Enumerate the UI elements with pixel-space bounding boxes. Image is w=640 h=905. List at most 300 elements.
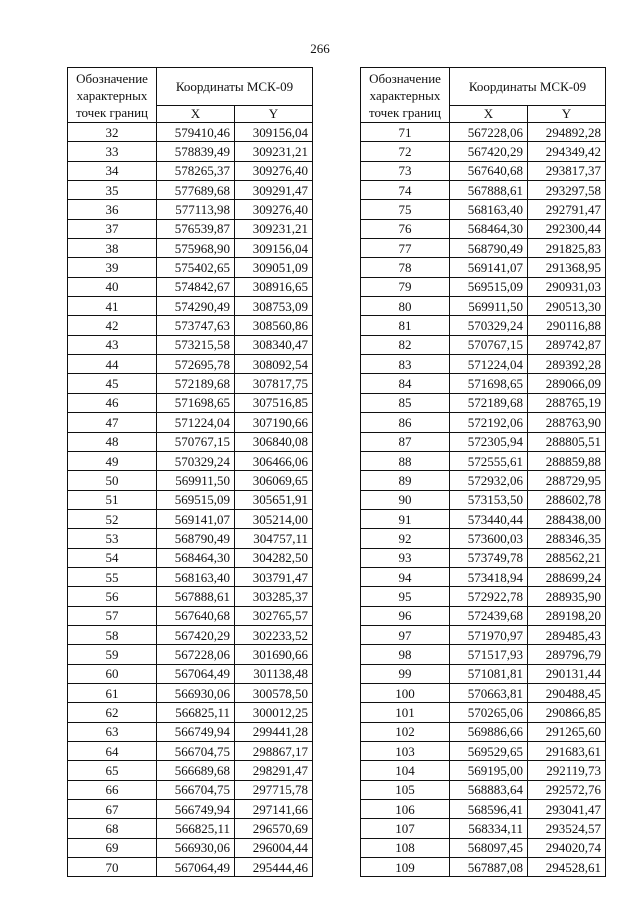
x-coordinate-cell: 570329,24 bbox=[157, 451, 235, 470]
y-coordinate-cell: 295444,46 bbox=[235, 858, 313, 877]
table-row bbox=[68, 858, 313, 877]
x-coordinate-cell: 570767,15 bbox=[450, 335, 528, 354]
y-coordinate-cell: 292791,47 bbox=[528, 200, 606, 219]
x-coordinate-cell: 572932,06 bbox=[450, 471, 528, 490]
x-coordinate-cell: 568464,30 bbox=[157, 548, 235, 567]
y-coordinate-cell: 309276,40 bbox=[235, 161, 313, 180]
y-coordinate-cell: 301690,66 bbox=[235, 645, 313, 664]
x-coordinate-cell: 571224,04 bbox=[450, 355, 528, 374]
point-number-cell: 45 bbox=[68, 374, 157, 393]
y-coordinate-cell: 306466,06 bbox=[235, 451, 313, 470]
point-number-cell: 37 bbox=[68, 219, 157, 238]
table-row bbox=[68, 722, 313, 741]
y-header: Y bbox=[235, 105, 313, 122]
x-coordinate-cell: 569911,50 bbox=[450, 297, 528, 316]
y-coordinate-cell: 309276,40 bbox=[235, 200, 313, 219]
y-coordinate-cell: 309156,04 bbox=[235, 239, 313, 258]
y-coordinate-cell: 308916,65 bbox=[235, 277, 313, 296]
point-number-cell: 61 bbox=[68, 683, 157, 702]
table-row bbox=[68, 239, 313, 258]
x-coordinate-cell: 566704,75 bbox=[157, 780, 235, 799]
x-coordinate-cell: 579410,46 bbox=[157, 123, 235, 142]
table-row bbox=[361, 567, 606, 586]
table-row bbox=[68, 451, 313, 470]
x-coordinate-cell: 577689,68 bbox=[157, 181, 235, 200]
y-coordinate-cell: 294892,28 bbox=[528, 123, 606, 142]
designation-header: Обозначение характерных точек границ bbox=[361, 68, 450, 123]
y-coordinate-cell: 307190,66 bbox=[235, 413, 313, 432]
y-coordinate-cell: 288346,35 bbox=[528, 529, 606, 548]
y-coordinate-cell: 309051,09 bbox=[235, 258, 313, 277]
point-number-cell: 107 bbox=[361, 819, 450, 838]
x-coordinate-cell: 567228,06 bbox=[157, 645, 235, 664]
y-coordinate-cell: 288729,95 bbox=[528, 471, 606, 490]
page-number: 266 bbox=[310, 41, 330, 56]
x-coordinate-cell: 571517,93 bbox=[450, 645, 528, 664]
x-coordinate-cell: 572695,78 bbox=[157, 355, 235, 374]
x-header: X bbox=[450, 105, 528, 122]
x-coordinate-cell: 568464,30 bbox=[450, 219, 528, 238]
table-row bbox=[68, 819, 313, 838]
point-number-cell: 91 bbox=[361, 509, 450, 528]
table-row bbox=[361, 161, 606, 180]
point-number-cell: 90 bbox=[361, 490, 450, 509]
x-coordinate-cell: 571698,65 bbox=[450, 374, 528, 393]
point-number-cell: 50 bbox=[68, 471, 157, 490]
x-coordinate-cell: 567420,29 bbox=[157, 625, 235, 644]
x-coordinate-cell: 567640,68 bbox=[450, 161, 528, 180]
table-row bbox=[68, 645, 313, 664]
y-coordinate-cell: 305214,00 bbox=[235, 509, 313, 528]
table-row bbox=[68, 297, 313, 316]
x-coordinate-cell: 572192,06 bbox=[450, 413, 528, 432]
x-coordinate-cell: 573600,03 bbox=[450, 529, 528, 548]
point-number-cell: 92 bbox=[361, 529, 450, 548]
point-number-cell: 65 bbox=[68, 761, 157, 780]
y-coordinate-cell: 288763,90 bbox=[528, 413, 606, 432]
y-coordinate-cell: 306840,08 bbox=[235, 432, 313, 451]
y-coordinate-cell: 303285,37 bbox=[235, 587, 313, 606]
y-coordinate-cell: 288805,51 bbox=[528, 432, 606, 451]
y-coordinate-cell: 288935,90 bbox=[528, 587, 606, 606]
x-coordinate-cell: 573749,78 bbox=[450, 548, 528, 567]
point-number-cell: 82 bbox=[361, 335, 450, 354]
table-row bbox=[68, 258, 313, 277]
table-row bbox=[68, 780, 313, 799]
x-coordinate-cell: 569911,50 bbox=[157, 471, 235, 490]
x-coordinate-cell: 566749,94 bbox=[157, 722, 235, 741]
point-number-cell: 32 bbox=[68, 123, 157, 142]
point-number-cell: 48 bbox=[68, 432, 157, 451]
coordinates-header: Координаты МСК-09 bbox=[450, 68, 606, 106]
point-number-cell: 41 bbox=[68, 297, 157, 316]
y-coordinate-cell: 298867,17 bbox=[235, 742, 313, 761]
point-number-cell: 80 bbox=[361, 297, 450, 316]
point-number-cell: 67 bbox=[68, 800, 157, 819]
x-coordinate-cell: 568097,45 bbox=[450, 838, 528, 857]
table-row bbox=[68, 161, 313, 180]
table-row bbox=[68, 548, 313, 567]
x-coordinate-cell: 566930,06 bbox=[157, 683, 235, 702]
point-number-cell: 93 bbox=[361, 548, 450, 567]
point-number-cell: 53 bbox=[68, 529, 157, 548]
x-coordinate-cell: 572189,68 bbox=[450, 393, 528, 412]
coordinates-header: Координаты МСК-09 bbox=[157, 68, 313, 106]
coordinates-table-right bbox=[360, 67, 606, 877]
y-coordinate-cell: 288602,78 bbox=[528, 490, 606, 509]
y-coordinate-cell: 291265,60 bbox=[528, 722, 606, 741]
y-coordinate-cell: 308340,47 bbox=[235, 335, 313, 354]
table-body-left bbox=[68, 123, 313, 877]
y-coordinate-cell: 294528,61 bbox=[528, 858, 606, 877]
table-row bbox=[361, 123, 606, 142]
x-coordinate-cell: 573153,50 bbox=[450, 490, 528, 509]
y-coordinate-cell: 288438,00 bbox=[528, 509, 606, 528]
y-coordinate-cell: 291825,83 bbox=[528, 239, 606, 258]
point-number-cell: 58 bbox=[68, 625, 157, 644]
point-number-cell: 43 bbox=[68, 335, 157, 354]
point-number-cell: 49 bbox=[68, 451, 157, 470]
y-coordinate-cell: 291368,95 bbox=[528, 258, 606, 277]
point-number-cell: 105 bbox=[361, 780, 450, 799]
x-coordinate-cell: 573418,94 bbox=[450, 567, 528, 586]
table-row bbox=[361, 683, 606, 702]
y-coordinate-cell: 309291,47 bbox=[235, 181, 313, 200]
point-number-cell: 83 bbox=[361, 355, 450, 374]
x-coordinate-cell: 569886,66 bbox=[450, 722, 528, 741]
x-coordinate-cell: 575402,65 bbox=[157, 258, 235, 277]
table-row bbox=[361, 606, 606, 625]
point-number-cell: 52 bbox=[68, 509, 157, 528]
x-coordinate-cell: 568163,40 bbox=[157, 567, 235, 586]
y-coordinate-cell: 307516,85 bbox=[235, 393, 313, 412]
y-coordinate-cell: 289485,43 bbox=[528, 625, 606, 644]
point-number-cell: 69 bbox=[68, 838, 157, 857]
y-coordinate-cell: 297715,78 bbox=[235, 780, 313, 799]
point-number-cell: 34 bbox=[68, 161, 157, 180]
point-number-cell: 94 bbox=[361, 567, 450, 586]
point-number-cell: 104 bbox=[361, 761, 450, 780]
point-number-cell: 51 bbox=[68, 490, 157, 509]
x-coordinate-cell: 571224,04 bbox=[157, 413, 235, 432]
table-row bbox=[68, 393, 313, 412]
x-coordinate-cell: 570663,81 bbox=[450, 683, 528, 702]
table-row bbox=[68, 335, 313, 354]
y-coordinate-cell: 302765,57 bbox=[235, 606, 313, 625]
table-row bbox=[361, 335, 606, 354]
y-coordinate-cell: 288562,21 bbox=[528, 548, 606, 567]
point-number-cell: 103 bbox=[361, 742, 450, 761]
x-coordinate-cell: 569195,00 bbox=[450, 761, 528, 780]
table-body-right bbox=[361, 123, 606, 877]
point-number-cell: 96 bbox=[361, 606, 450, 625]
x-coordinate-cell: 568163,40 bbox=[450, 200, 528, 219]
table-row bbox=[68, 123, 313, 142]
y-coordinate-cell: 300012,25 bbox=[235, 703, 313, 722]
x-coordinate-cell: 573440,44 bbox=[450, 509, 528, 528]
point-number-cell: 101 bbox=[361, 703, 450, 722]
table-row bbox=[68, 567, 313, 586]
x-coordinate-cell: 566825,11 bbox=[157, 703, 235, 722]
y-coordinate-cell: 308560,86 bbox=[235, 316, 313, 335]
point-number-cell: 109 bbox=[361, 858, 450, 877]
x-coordinate-cell: 574290,49 bbox=[157, 297, 235, 316]
y-coordinate-cell: 298291,47 bbox=[235, 761, 313, 780]
y-coordinate-cell: 308092,54 bbox=[235, 355, 313, 374]
table-row bbox=[361, 819, 606, 838]
point-number-cell: 42 bbox=[68, 316, 157, 335]
table-row bbox=[361, 625, 606, 644]
table-row bbox=[361, 374, 606, 393]
table-row bbox=[361, 722, 606, 741]
x-coordinate-cell: 566749,94 bbox=[157, 800, 235, 819]
y-coordinate-cell: 306069,65 bbox=[235, 471, 313, 490]
table-row bbox=[68, 703, 313, 722]
point-number-cell: 78 bbox=[361, 258, 450, 277]
x-coordinate-cell: 577113,98 bbox=[157, 200, 235, 219]
point-number-cell: 66 bbox=[68, 780, 157, 799]
y-coordinate-cell: 290488,45 bbox=[528, 683, 606, 702]
point-number-cell: 47 bbox=[68, 413, 157, 432]
x-coordinate-cell: 567064,49 bbox=[157, 858, 235, 877]
point-number-cell: 98 bbox=[361, 645, 450, 664]
table-row bbox=[68, 587, 313, 606]
point-number-cell: 39 bbox=[68, 258, 157, 277]
point-number-cell: 95 bbox=[361, 587, 450, 606]
table-row bbox=[68, 800, 313, 819]
designation-header: Обозначение характерных точек границ bbox=[68, 68, 157, 123]
table-row bbox=[361, 219, 606, 238]
table-row bbox=[68, 200, 313, 219]
table-row bbox=[361, 587, 606, 606]
table-row bbox=[361, 509, 606, 528]
point-number-cell: 100 bbox=[361, 683, 450, 702]
point-number-cell: 62 bbox=[68, 703, 157, 722]
y-coordinate-cell: 307817,75 bbox=[235, 374, 313, 393]
table-row bbox=[68, 490, 313, 509]
table-row bbox=[68, 742, 313, 761]
table-row bbox=[68, 838, 313, 857]
x-coordinate-cell: 566704,75 bbox=[157, 742, 235, 761]
table-row bbox=[68, 181, 313, 200]
x-coordinate-cell: 573215,58 bbox=[157, 335, 235, 354]
x-coordinate-cell: 567420,29 bbox=[450, 142, 528, 161]
x-coordinate-cell: 576539,87 bbox=[157, 219, 235, 238]
point-number-cell: 38 bbox=[68, 239, 157, 258]
x-coordinate-cell: 570767,15 bbox=[157, 432, 235, 451]
y-coordinate-cell: 290931,03 bbox=[528, 277, 606, 296]
point-number-cell: 72 bbox=[361, 142, 450, 161]
table-row bbox=[68, 664, 313, 683]
point-number-cell: 77 bbox=[361, 239, 450, 258]
table-row bbox=[361, 548, 606, 567]
point-number-cell: 86 bbox=[361, 413, 450, 432]
table-row bbox=[361, 239, 606, 258]
point-number-cell: 59 bbox=[68, 645, 157, 664]
y-coordinate-cell: 301138,48 bbox=[235, 664, 313, 683]
x-coordinate-cell: 572439,68 bbox=[450, 606, 528, 625]
table-row bbox=[361, 451, 606, 470]
table-row bbox=[361, 277, 606, 296]
y-coordinate-cell: 290866,85 bbox=[528, 703, 606, 722]
point-number-cell: 106 bbox=[361, 800, 450, 819]
y-coordinate-cell: 305651,91 bbox=[235, 490, 313, 509]
x-coordinate-cell: 566689,68 bbox=[157, 761, 235, 780]
y-coordinate-cell: 293297,58 bbox=[528, 181, 606, 200]
y-coordinate-cell: 303791,47 bbox=[235, 567, 313, 586]
point-number-cell: 81 bbox=[361, 316, 450, 335]
x-coordinate-cell: 567064,49 bbox=[157, 664, 235, 683]
y-coordinate-cell: 289742,87 bbox=[528, 335, 606, 354]
y-coordinate-cell: 302233,52 bbox=[235, 625, 313, 644]
table-row bbox=[68, 355, 313, 374]
y-coordinate-cell: 308753,09 bbox=[235, 297, 313, 316]
x-coordinate-cell: 569515,09 bbox=[157, 490, 235, 509]
point-number-cell: 33 bbox=[68, 142, 157, 161]
point-number-cell: 36 bbox=[68, 200, 157, 219]
point-number-cell: 56 bbox=[68, 587, 157, 606]
x-coordinate-cell: 572922,78 bbox=[450, 587, 528, 606]
table-row bbox=[361, 703, 606, 722]
coordinates-table-left bbox=[67, 67, 313, 877]
table-row bbox=[68, 683, 313, 702]
y-coordinate-cell: 289796,79 bbox=[528, 645, 606, 664]
table-row bbox=[361, 393, 606, 412]
x-coordinate-cell: 572189,68 bbox=[157, 374, 235, 393]
point-number-cell: 73 bbox=[361, 161, 450, 180]
table-row bbox=[361, 490, 606, 509]
point-number-cell: 79 bbox=[361, 277, 450, 296]
y-coordinate-cell: 300578,50 bbox=[235, 683, 313, 702]
point-number-cell: 40 bbox=[68, 277, 157, 296]
point-number-cell: 57 bbox=[68, 606, 157, 625]
y-coordinate-cell: 293817,37 bbox=[528, 161, 606, 180]
point-number-cell: 97 bbox=[361, 625, 450, 644]
x-coordinate-cell: 572555,61 bbox=[450, 451, 528, 470]
x-coordinate-cell: 568883,64 bbox=[450, 780, 528, 799]
table-row bbox=[68, 625, 313, 644]
table-row bbox=[68, 413, 313, 432]
x-coordinate-cell: 566825,11 bbox=[157, 819, 235, 838]
table-row bbox=[361, 645, 606, 664]
table-row bbox=[68, 509, 313, 528]
x-coordinate-cell: 566930,06 bbox=[157, 838, 235, 857]
point-number-cell: 108 bbox=[361, 838, 450, 857]
table-row bbox=[361, 761, 606, 780]
x-coordinate-cell: 567887,08 bbox=[450, 858, 528, 877]
x-coordinate-cell: 571970,97 bbox=[450, 625, 528, 644]
table-row bbox=[68, 761, 313, 780]
x-coordinate-cell: 570329,24 bbox=[450, 316, 528, 335]
y-coordinate-cell: 292572,76 bbox=[528, 780, 606, 799]
y-coordinate-cell: 290116,88 bbox=[528, 316, 606, 335]
table-row bbox=[68, 606, 313, 625]
x-coordinate-cell: 569529,65 bbox=[450, 742, 528, 761]
table-row bbox=[361, 258, 606, 277]
x-coordinate-cell: 568790,49 bbox=[157, 529, 235, 548]
y-coordinate-cell: 289198,20 bbox=[528, 606, 606, 625]
x-coordinate-cell: 570265,06 bbox=[450, 703, 528, 722]
x-coordinate-cell: 569515,09 bbox=[450, 277, 528, 296]
x-coordinate-cell: 571081,81 bbox=[450, 664, 528, 683]
table-row bbox=[361, 858, 606, 877]
x-coordinate-cell: 568790,49 bbox=[450, 239, 528, 258]
point-number-cell: 75 bbox=[361, 200, 450, 219]
x-coordinate-cell: 573747,63 bbox=[157, 316, 235, 335]
point-number-cell: 44 bbox=[68, 355, 157, 374]
point-number-cell: 74 bbox=[361, 181, 450, 200]
x-coordinate-cell: 568596,41 bbox=[450, 800, 528, 819]
table-row bbox=[361, 742, 606, 761]
y-coordinate-cell: 291683,61 bbox=[528, 742, 606, 761]
point-number-cell: 71 bbox=[361, 123, 450, 142]
y-coordinate-cell: 293041,47 bbox=[528, 800, 606, 819]
x-coordinate-cell: 568334,11 bbox=[450, 819, 528, 838]
x-coordinate-cell: 569141,07 bbox=[450, 258, 528, 277]
table-row bbox=[361, 780, 606, 799]
table-row bbox=[361, 838, 606, 857]
table-row bbox=[361, 355, 606, 374]
point-number-cell: 54 bbox=[68, 548, 157, 567]
x-coordinate-cell: 572305,94 bbox=[450, 432, 528, 451]
table-row bbox=[361, 471, 606, 490]
y-coordinate-cell: 309156,04 bbox=[235, 123, 313, 142]
table-row bbox=[361, 413, 606, 432]
table-row bbox=[361, 297, 606, 316]
table-row bbox=[361, 432, 606, 451]
x-coordinate-cell: 567228,06 bbox=[450, 123, 528, 142]
table-row bbox=[361, 316, 606, 335]
y-coordinate-cell: 297141,66 bbox=[235, 800, 313, 819]
y-coordinate-cell: 304757,11 bbox=[235, 529, 313, 548]
y-coordinate-cell: 296004,44 bbox=[235, 838, 313, 857]
x-coordinate-cell: 578839,49 bbox=[157, 142, 235, 161]
point-number-cell: 55 bbox=[68, 567, 157, 586]
y-coordinate-cell: 290513,30 bbox=[528, 297, 606, 316]
x-coordinate-cell: 575968,90 bbox=[157, 239, 235, 258]
y-coordinate-cell: 294020,74 bbox=[528, 838, 606, 857]
table-row bbox=[361, 181, 606, 200]
point-number-cell: 88 bbox=[361, 451, 450, 470]
table-row bbox=[361, 800, 606, 819]
point-number-cell: 102 bbox=[361, 722, 450, 741]
table-row bbox=[361, 142, 606, 161]
y-coordinate-cell: 290131,44 bbox=[528, 664, 606, 683]
y-coordinate-cell: 304282,50 bbox=[235, 548, 313, 567]
y-coordinate-cell: 292300,44 bbox=[528, 219, 606, 238]
point-number-cell: 70 bbox=[68, 858, 157, 877]
x-coordinate-cell: 569141,07 bbox=[157, 509, 235, 528]
table-row bbox=[68, 432, 313, 451]
y-coordinate-cell: 288765,19 bbox=[528, 393, 606, 412]
x-coordinate-cell: 574842,67 bbox=[157, 277, 235, 296]
y-coordinate-cell: 296570,69 bbox=[235, 819, 313, 838]
table-row bbox=[68, 374, 313, 393]
y-coordinate-cell: 309231,21 bbox=[235, 219, 313, 238]
table-row bbox=[361, 529, 606, 548]
y-coordinate-cell: 289392,28 bbox=[528, 355, 606, 374]
point-number-cell: 76 bbox=[361, 219, 450, 238]
table-row bbox=[68, 529, 313, 548]
y-coordinate-cell: 293524,57 bbox=[528, 819, 606, 838]
x-coordinate-cell: 578265,37 bbox=[157, 161, 235, 180]
point-number-cell: 63 bbox=[68, 722, 157, 741]
point-number-cell: 64 bbox=[68, 742, 157, 761]
y-coordinate-cell: 288699,24 bbox=[528, 567, 606, 586]
table-row bbox=[68, 142, 313, 161]
point-number-cell: 60 bbox=[68, 664, 157, 683]
x-coordinate-cell: 567888,61 bbox=[450, 181, 528, 200]
